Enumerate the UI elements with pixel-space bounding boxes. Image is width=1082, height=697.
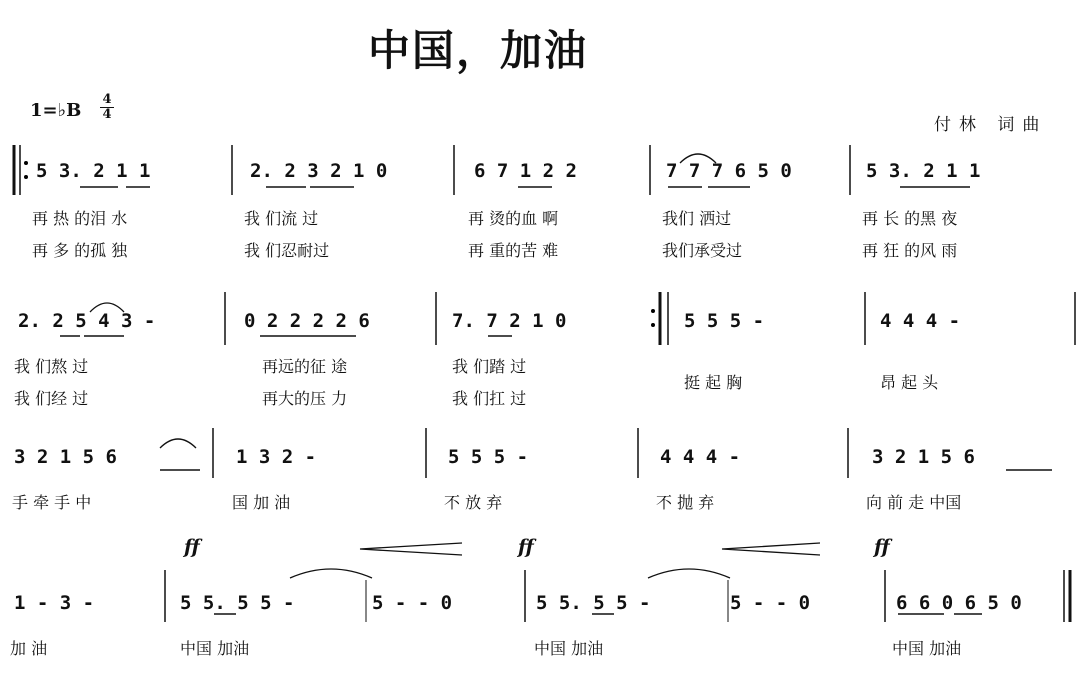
lyric-line: 昂 起 头 <box>880 373 939 392</box>
measure-21: 6 6 0 6 5 0 <box>896 592 1022 614</box>
slur-arc <box>160 439 196 448</box>
lyric-line: 再 狂 的风 雨 <box>862 241 958 260</box>
slur-arc <box>648 569 730 578</box>
lyric-line: 再远的征 途 <box>262 357 348 376</box>
time-signature <box>100 93 114 122</box>
lyric-line: 再 热 的泪 水 <box>32 209 128 228</box>
crescendo-hairpin <box>360 543 462 555</box>
measure-3: 6 7 1 2 2 <box>474 160 577 182</box>
measure-2: 2. 2 3 2 1 0 <box>250 160 388 182</box>
measure-11: 3 2 1 5 6 <box>14 446 117 468</box>
lyric-line: 向 前 走 中国 <box>866 493 962 512</box>
lyric-line: 我 们扛 过 <box>452 389 527 408</box>
lyric-line: 再大的压 力 <box>262 389 348 408</box>
credit: 付林 词曲 <box>934 115 1048 135</box>
note-dot <box>651 309 655 313</box>
lyric-line: 我 们踏 过 <box>452 357 527 376</box>
lyric-line: 不 抛 弃 <box>656 493 715 512</box>
dynamic-marking: ff <box>874 536 890 558</box>
note-dot <box>651 323 655 327</box>
measure-18: 5 - - 0 <box>372 592 453 614</box>
lyric-line: 我 们流 过 <box>244 209 319 228</box>
measure-8: 7. 7 2 1 0 <box>452 310 567 332</box>
dynamic-marking: ff <box>184 536 200 558</box>
measure-7: 0 2 2 2 2 6 <box>244 310 370 332</box>
lyric-line: 我 们熬 过 <box>14 357 89 376</box>
measure-16: 1 - 3 - <box>14 592 95 614</box>
lyric-line: 再 多 的孤 独 <box>32 241 128 260</box>
lyric-line: 中国 加油 <box>180 639 250 658</box>
meter-bottom: 4 <box>100 107 114 122</box>
lyric-line: 中国 加油 <box>892 639 962 658</box>
slur-arc <box>290 569 372 578</box>
measure-4: 7 7 7 6 5 0 <box>666 160 792 182</box>
lyric-line: 我 们经 过 <box>14 389 89 408</box>
crescendo-hairpin <box>722 543 820 555</box>
measure-19: 5 5. 5 5 - <box>536 592 651 614</box>
note-dot <box>24 161 28 165</box>
measure-9: 5 5 5 - <box>684 310 765 332</box>
lyric-line: 再 烫的血 啊 <box>468 209 559 228</box>
lyric-line: 中国 加油 <box>534 639 604 658</box>
measure-14: 4 4 4 - <box>660 446 741 468</box>
meter-top: 4 <box>102 92 112 107</box>
lyric-line: 手 牵 手 中 <box>12 493 92 512</box>
measure-1: 5 3. 2 1 1 <box>36 160 151 182</box>
key-signature: 1=♭B <box>30 100 82 121</box>
lyric-line: 我们承受过 <box>662 241 743 260</box>
measure-13: 5 5 5 - <box>448 446 529 468</box>
lyric-line: 再 长 的黑 夜 <box>862 209 958 228</box>
measure-12: 1 3 2 - <box>236 446 317 468</box>
note-dot <box>24 175 28 179</box>
lyric-line: 挺 起 胸 <box>684 373 743 392</box>
lyric-line: 再 重的苦 难 <box>468 241 559 260</box>
measure-5: 5 3. 2 1 1 <box>866 160 981 182</box>
lyric-line: 我 们忍耐过 <box>244 241 330 260</box>
measure-17: 5 5. 5 5 - <box>180 592 295 614</box>
lyric-line: 国 加 油 <box>232 493 291 512</box>
lyric-line: 加 油 <box>10 639 48 658</box>
lyric-line: 我们 洒过 <box>662 209 732 228</box>
measure-15: 3 2 1 5 6 <box>872 446 975 468</box>
measure-10: 4 4 4 - <box>880 310 961 332</box>
measure-6: 2. 2 5 4 3 - <box>18 310 156 332</box>
lyric-line: 不 放 弃 <box>444 493 503 512</box>
song-title: 中国，加油 <box>368 26 589 75</box>
measure-20: 5 - - 0 <box>730 592 811 614</box>
dynamic-marking: ff <box>518 536 534 558</box>
